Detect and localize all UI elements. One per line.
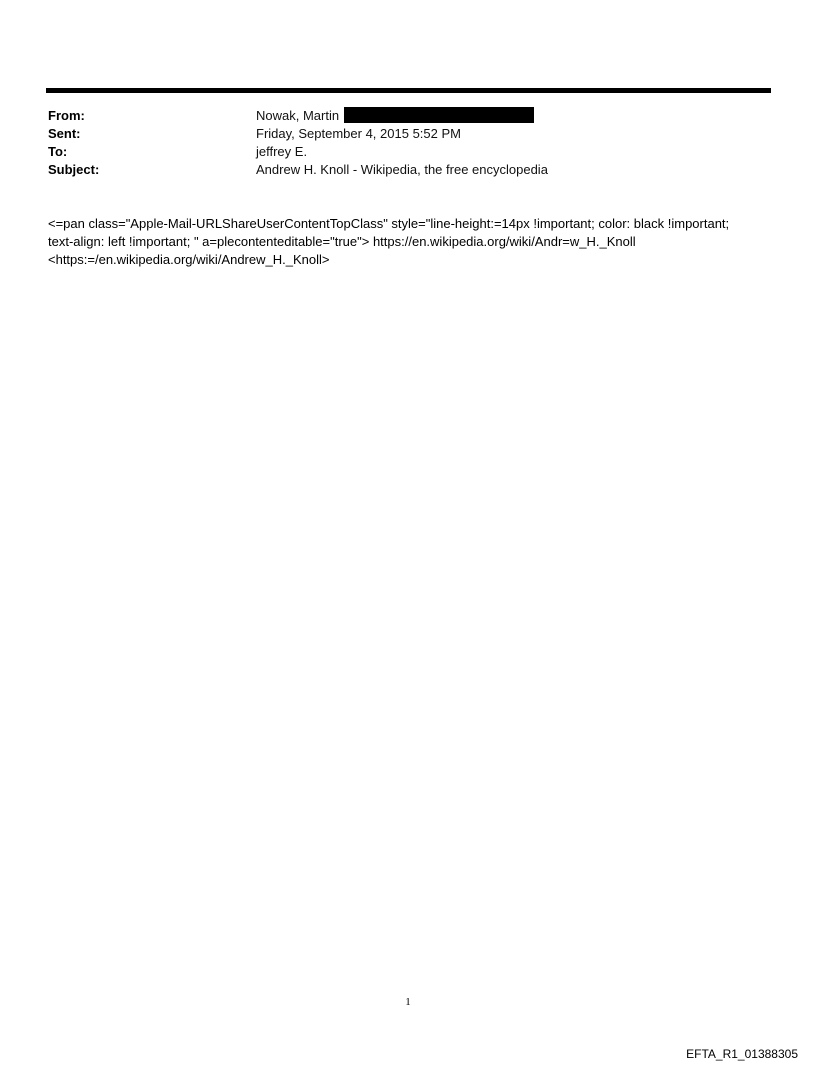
from-row [48,107,768,125]
email-body [48,215,773,269]
subject-value: Andrew H. Knoll - Wikipedia, the free encyclopedia [256,162,548,177]
body-line-1: <=pan class="Apple-Mail-URLShareUserContentTopClass" style="line-height:=14px !important; color: black !important; [48,216,730,231]
to-value: jeffrey E. [256,144,308,159]
bates-number: EFTA_R1_01388305 [686,1047,798,1061]
subject-label: Subject: [48,162,100,177]
sent-label: Sent: [48,126,81,141]
sent-row [48,125,768,143]
from-label: From: [48,108,85,123]
body-line-3: <https:=/en.wikipedia.org/wiki/Andrew_H._Knoll> [48,252,330,267]
body-line-2: text-align: left !important; " a=plecontenteditable="true"> https://en.wikipedia.org/wiki/Andr=w_H._Knoll [48,234,636,249]
sent-value: Friday, September 4, 2015 5:52 PM [256,126,461,141]
sender-name: Nowak, Martin [256,108,340,123]
page-number: 1 [405,996,411,1008]
from-value [256,107,534,125]
subject-row [48,161,768,179]
header-divider [46,88,771,93]
to-row [48,143,768,161]
email-header [48,107,768,179]
to-label: To: [48,144,68,159]
redaction-box [344,107,534,123]
